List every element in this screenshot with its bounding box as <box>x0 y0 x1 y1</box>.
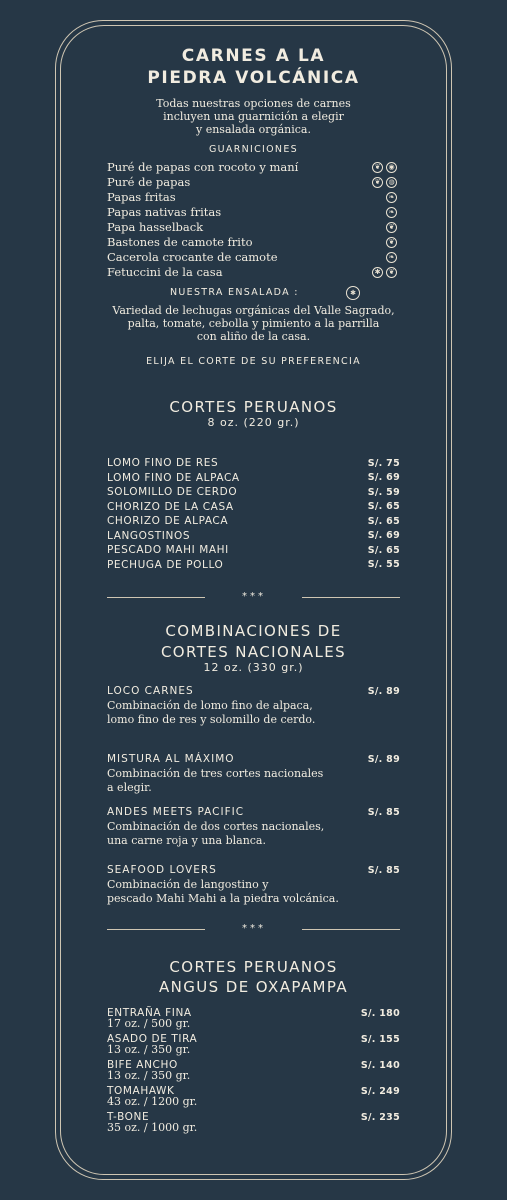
combo-price: S/. 85 <box>367 864 400 876</box>
combo-row <box>107 752 400 767</box>
item-price: S/. 65 <box>367 501 400 513</box>
item-price: S/. 75 <box>367 457 400 469</box>
divider-left <box>107 597 205 598</box>
angus-weight: 35 oz. / 1000 gr. <box>107 1121 198 1134</box>
item-name: LANGOSTINOS <box>107 529 191 542</box>
ensalada-line-1: Variedad de lechugas orgánicas del Valle Sagrado, <box>112 304 395 317</box>
menu-row <box>107 471 400 486</box>
vegan-icon: ❧ <box>386 252 397 263</box>
veg-icon: ❦ <box>372 177 383 188</box>
angus-name: BIFE ANCHO <box>107 1059 178 1072</box>
item-price: S/. 55 <box>367 559 400 571</box>
combo-name: MISTURA AL MÁXIMO <box>107 753 235 766</box>
item-price: S/. 65 <box>367 515 400 527</box>
angus-weight: 13 oz. / 350 gr. <box>107 1043 191 1056</box>
separator-stars-2: *** <box>242 923 266 934</box>
garnish-item: Bastones de camote frito <box>107 235 253 249</box>
intro-line-3: y ensalada orgánica. <box>196 123 311 136</box>
combinaciones-title-2: CORTES NACIONALES <box>160 643 347 661</box>
divider-right <box>302 597 400 598</box>
combo-desc-line-1: Combinación de langostino y <box>107 878 269 891</box>
angus-title-1: CORTES PERUANOS <box>169 958 338 976</box>
separator-stars: *** <box>242 591 266 602</box>
angus-title-2: ANGUS DE OXAPAMPA <box>159 978 348 996</box>
angus-name: ASADO DE TIRA <box>107 1033 198 1046</box>
combo-desc-line-1: Combinación de dos cortes nacionales, <box>107 820 325 833</box>
garnish-item: Puré de papas <box>107 175 191 189</box>
combo-price: S/. 89 <box>367 685 400 697</box>
guarniciones-heading: GUARNICIONES <box>209 144 298 155</box>
angus-price: S/. 155 <box>360 1033 400 1045</box>
combo-row <box>107 684 400 699</box>
item-name: LOMO FINO DE RES <box>107 457 219 470</box>
garnish-item: Papa hasselback <box>107 220 204 234</box>
angus-price: S/. 180 <box>360 1007 400 1019</box>
combinaciones-subtitle: 12 oz. (330 gr.) <box>203 661 304 674</box>
combo-desc-line-1: Combinación de lomo fino de alpaca, <box>107 699 313 712</box>
item-name: PECHUGA DE POLLO <box>107 558 224 571</box>
combo-desc-line-1: Combinación de tres cortes nacionales <box>107 767 324 780</box>
item-name: PESCADO MAHI MAHI <box>107 544 229 557</box>
intro-line-2: incluyen una guarnición a elegir <box>163 110 344 123</box>
combinaciones-title-1: COMBINACIONES DE <box>165 622 342 640</box>
combo-desc-line-2: pescado Mahi Mahi a la piedra volcánica. <box>107 892 339 905</box>
garnish-item: Puré de papas con rocoto y maní <box>107 160 299 174</box>
item-price: S/. 69 <box>367 472 400 484</box>
combo-row <box>107 863 400 878</box>
intro-line-1: Todas nuestras opciones de carnes <box>156 97 351 110</box>
combo-name: SEAFOOD LOVERS <box>107 864 217 877</box>
menu-row <box>107 543 400 558</box>
item-price: S/. 59 <box>367 486 400 498</box>
veg-icon: ❦ <box>386 222 397 233</box>
garnish-item: Fetuccini de la casa <box>107 265 223 279</box>
veg-icon: ❦ <box>386 267 397 278</box>
vegan-icon: ❧ <box>386 192 397 203</box>
combo-desc-line-2: una carne roja y una blanca. <box>107 834 266 847</box>
combo-desc-line-2: lomo fino de res y solomillo de cerdo. <box>107 713 316 726</box>
menu-row <box>107 514 400 529</box>
item-price: S/. 69 <box>367 530 400 542</box>
vegan-icon: ❧ <box>386 207 397 218</box>
gluten-icon: ✱ <box>346 286 360 300</box>
angus-weight: 43 oz. / 1200 gr. <box>107 1095 198 1108</box>
divider-right-2 <box>302 929 400 930</box>
item-name: CHORIZO DE LA CASA <box>107 500 234 513</box>
combo-name: LOCO CARNES <box>107 685 194 698</box>
cortes-peruanos-subtitle: 8 oz. (220 gr.) <box>207 416 300 429</box>
item-name: SOLOMILLO DE CERDO <box>107 486 238 499</box>
combo-name: ANDES MEETS PACIFIC <box>107 806 245 819</box>
combo-price: S/. 85 <box>367 806 400 818</box>
menu-row <box>107 500 400 515</box>
menu-row <box>107 529 400 544</box>
angus-weight: 13 oz. / 350 gr. <box>107 1069 191 1082</box>
title-line-2: PIEDRA VOLCÁNICA <box>147 68 360 88</box>
veg-icon: ❦ <box>372 162 383 173</box>
item-name: LOMO FINO DE ALPACA <box>107 471 240 484</box>
menu-row <box>107 485 400 500</box>
title-line-1: CARNES A LA <box>181 46 326 66</box>
combo-desc-line-2: a elegir. <box>107 781 152 794</box>
angus-price: S/. 140 <box>360 1059 400 1071</box>
gluten-icon: ✱ <box>372 267 383 278</box>
angus-weight: 17 oz. / 500 gr. <box>107 1017 191 1030</box>
angus-name: TOMAHAWK <box>107 1085 175 1098</box>
item-name: CHORIZO DE ALPACA <box>107 515 229 528</box>
menu-row <box>107 558 400 573</box>
nut-icon: ◉ <box>386 162 397 173</box>
ensalada-line-3: con aliño de la casa. <box>196 330 311 343</box>
angus-name: ENTRAÑA FINA <box>107 1007 192 1020</box>
item-price: S/. 65 <box>367 544 400 556</box>
elija-text: ELIJA EL CORTE DE SU PREFERENCIA <box>146 356 361 367</box>
dairy-icon: ◍ <box>386 177 397 188</box>
angus-price: S/. 235 <box>360 1111 400 1123</box>
combo-price: S/. 89 <box>367 753 400 765</box>
angus-name: T-BONE <box>107 1111 150 1124</box>
ensalada-line-2: palta, tomate, cebolla y pimiento a la parrilla <box>127 317 380 330</box>
cortes-peruanos-title: CORTES PERUANOS <box>169 398 338 416</box>
menu-row <box>107 456 400 471</box>
veg-icon: ❦ <box>386 237 397 248</box>
garnish-item: Cacerola crocante de camote <box>107 250 278 264</box>
combo-row <box>107 805 400 820</box>
divider-left-2 <box>107 929 205 930</box>
garnish-item: Papas nativas fritas <box>107 205 222 219</box>
garnish-item: Papas fritas <box>107 190 176 204</box>
angus-price: S/. 249 <box>360 1085 400 1097</box>
ensalada-heading: NUESTRA ENSALADA : <box>170 287 299 298</box>
